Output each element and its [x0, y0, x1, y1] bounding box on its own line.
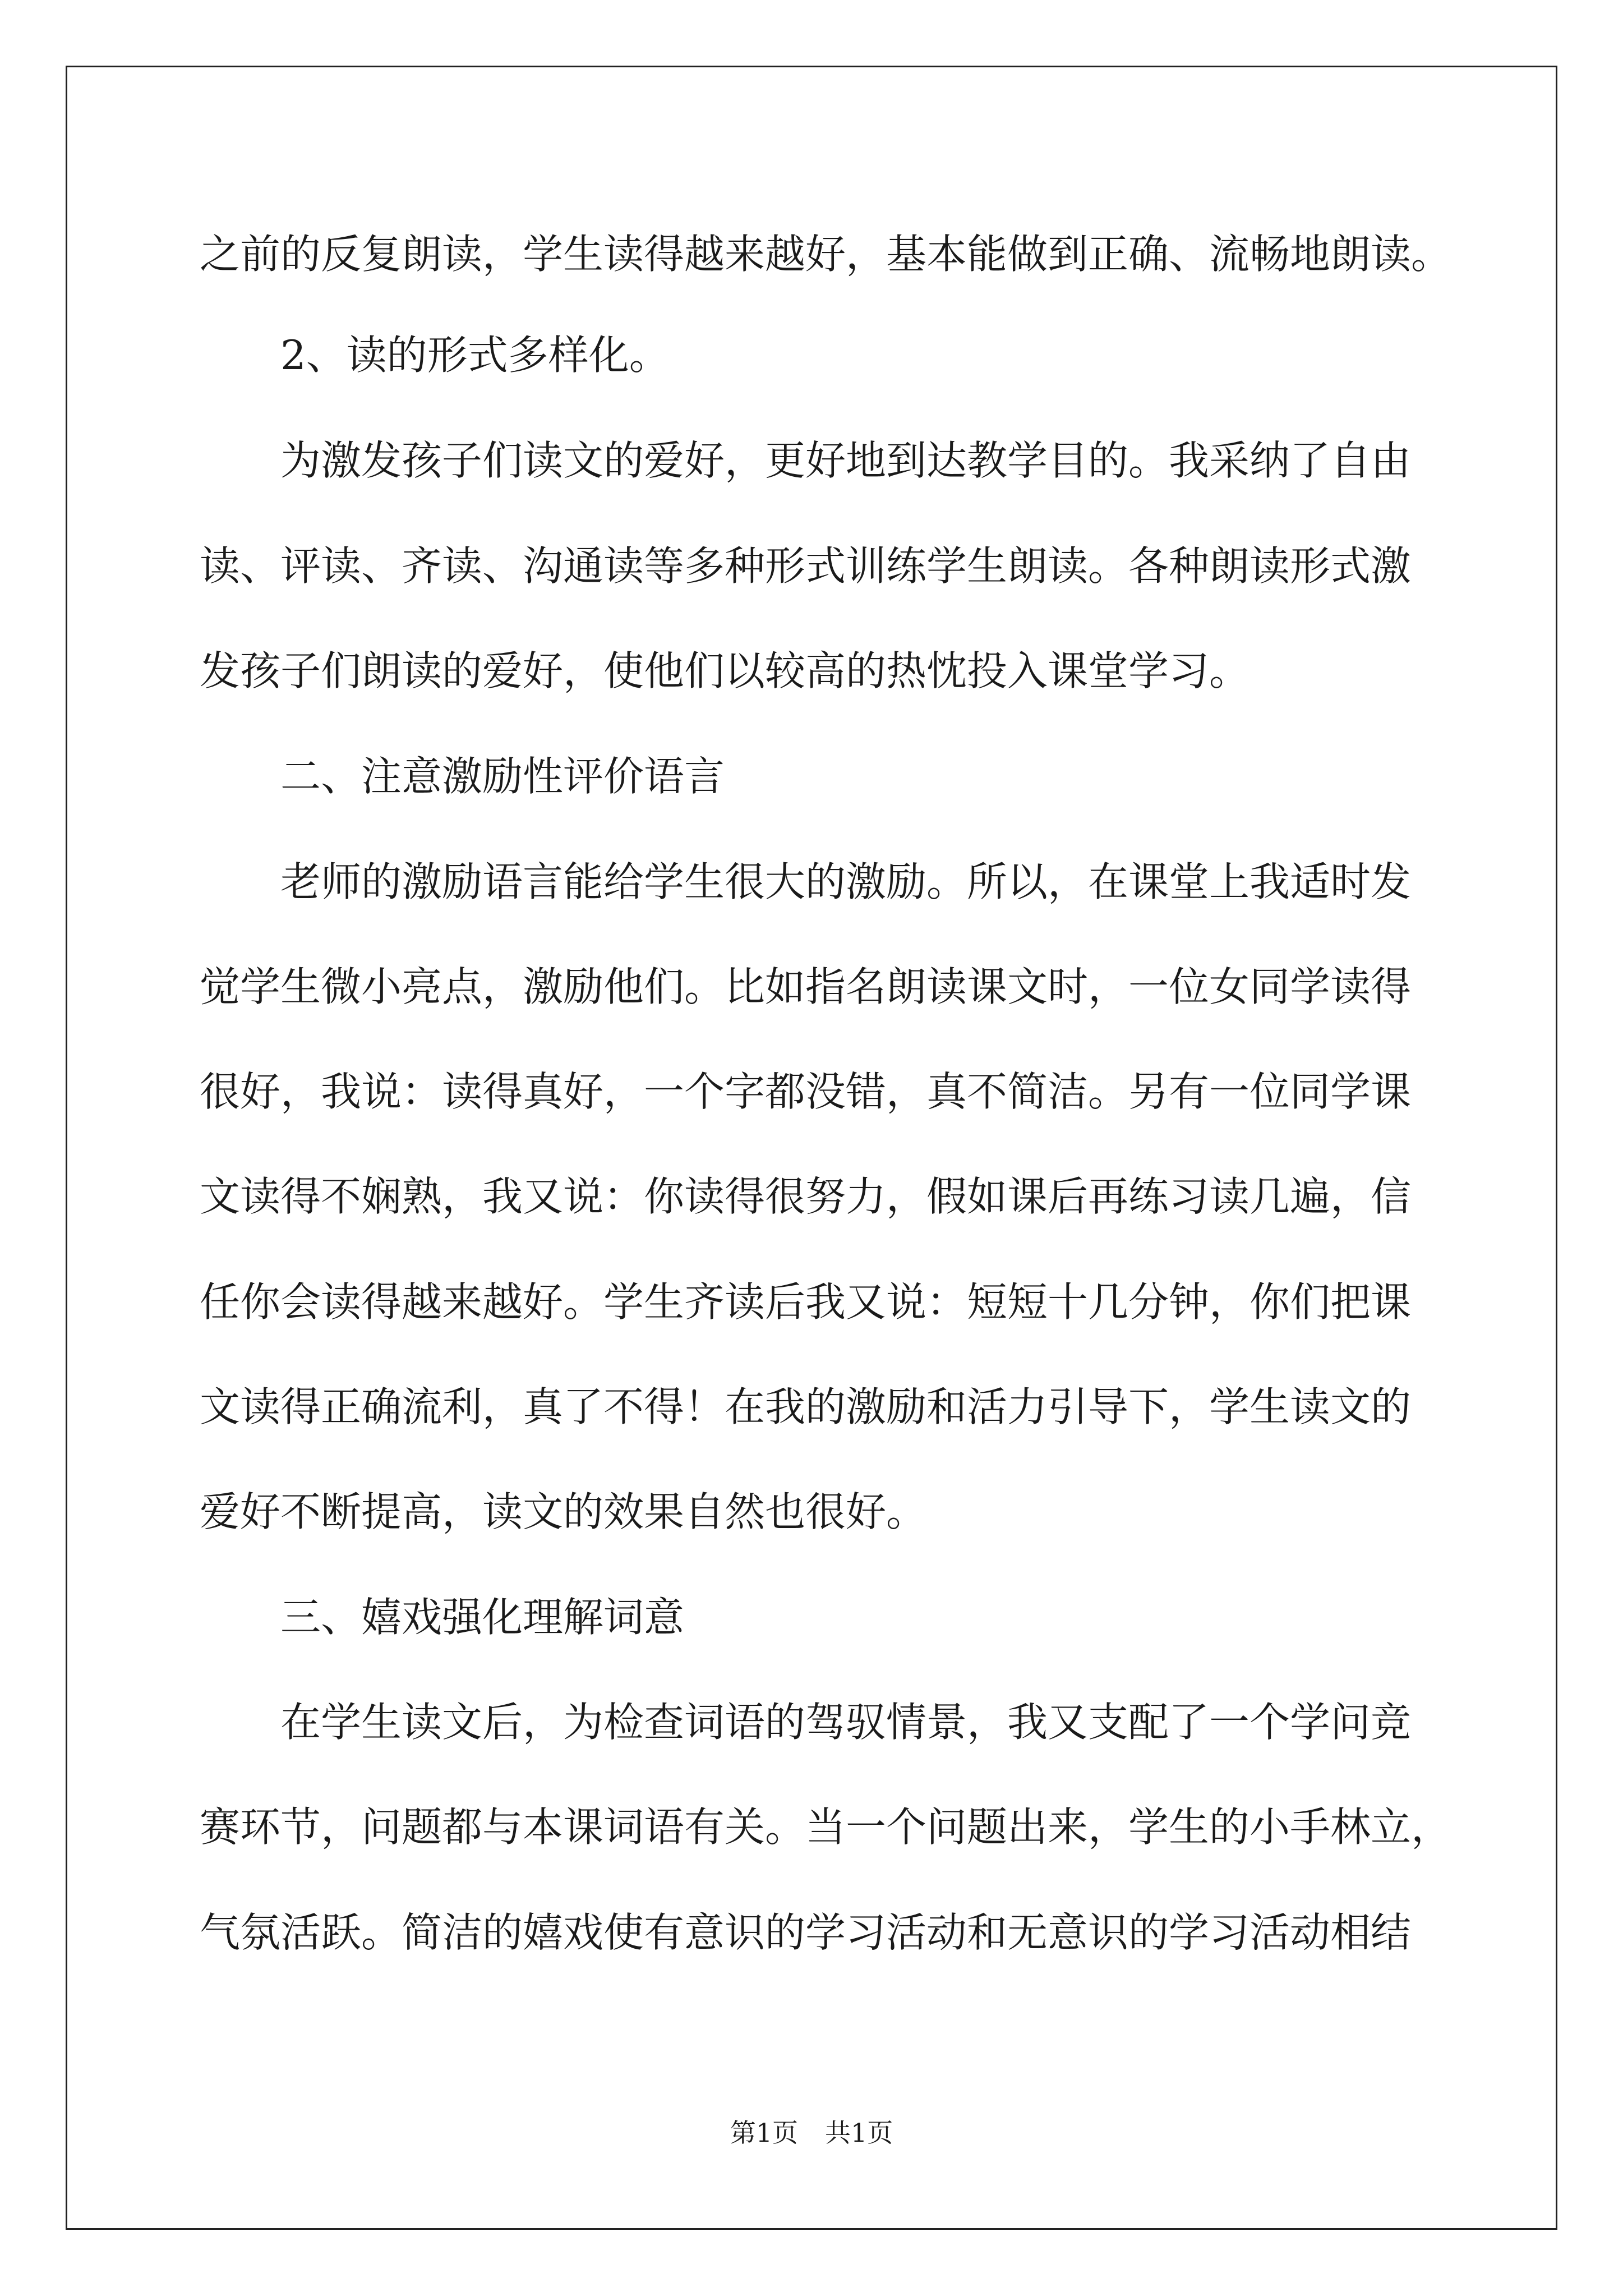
- text-line: 赛环节，问题都与本课词语有关。当一个问题出来，学生的小手林立，: [200, 1803, 1452, 1851]
- text-line: 文读得不娴熟，我又说：你读得很努力，假如课后再练习读几遍，信: [200, 1173, 1412, 1220]
- text-line: 任你会读得越来越好。学生齐读后我又说：短短十几分钟，你们把课: [200, 1278, 1412, 1326]
- page-number: 第1页: [730, 2118, 798, 2148]
- text-line: 很好，我说：读得真好，一个字都没错，真不简洁。另有一位同学课: [200, 1068, 1412, 1115]
- text-line: 在学生读文后，为检查词语的驾驭情景，我又支配了一个学问竞: [280, 1699, 1412, 1746]
- text-line: 读、评读、齐读、沟通读等多种形式训练学生朗读。各种朗读形式激: [200, 542, 1412, 590]
- text-line: 2、读的形式多样化。: [280, 332, 670, 379]
- text-line: 老师的激励语言能给学生很大的激励。所以，在课堂上我适时发: [280, 858, 1412, 905]
- text-line: 爱好不断提高，读文的效果自然也很好。: [200, 1488, 927, 1535]
- text-line: 气氛活跃。简洁的嬉戏使有意识的学习活动和无意识的学习活动相结: [200, 1909, 1412, 1956]
- text-line: 为激发孩子们读文的爱好，更好地到达教学目的。我采纳了自由: [280, 437, 1412, 484]
- page-footer: [0, 2116, 1623, 2150]
- text-line: 觉学生微小亮点，激励他们。比如指名朗读课文时，一位女同学读得: [200, 963, 1412, 1010]
- text-line: 之前的反复朗读，学生读得越来越好，基本能做到正确、流畅地朗读。: [200, 231, 1452, 278]
- page-total: 共1页: [825, 2118, 893, 2148]
- section-heading: 三、嬉戏强化理解词意: [280, 1594, 685, 1641]
- text-line: 文读得正确流利，真了不得！在我的激励和活力引导下，学生读文的: [200, 1383, 1412, 1430]
- text-line: 发孩子们朗读的爱好，使他们以较高的热忱投入课堂学习。: [200, 647, 1250, 694]
- section-heading: 二、注意激励性评价语言: [280, 753, 725, 800]
